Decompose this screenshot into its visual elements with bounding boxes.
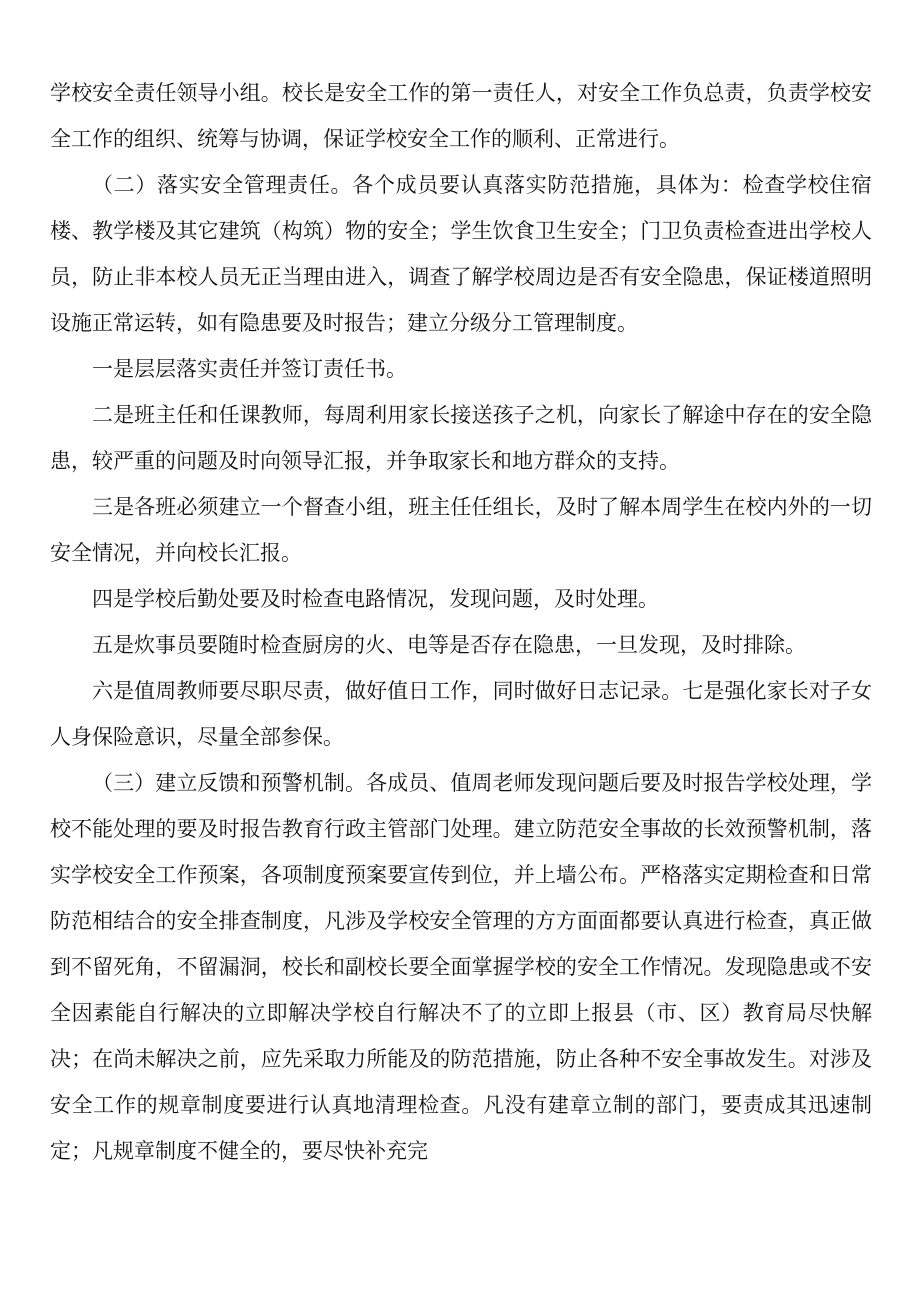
paragraph-5: 三是各班必须建立一个督查小组，班主任任组长，及时了解本周学生在校内外的一切安全情况，并向校长汇报。: [50, 495, 872, 565]
paragraph-2: （二）落实安全管理责任。各个成员要认真落实防范措施，具体为：检查学校住宿楼、教学楼及其它建筑（构筑）物的安全；学生饮食卫生安全；门卫负责检查进出学校人员，防止非本校人员无正当理由进入，调查了解学校周边是否有安全隐患，保证楼道照明设施正常运转，如有隐患要及时报告；建立分级分工管理制度。: [50, 173, 872, 335]
paragraph-1: 学校安全责任领导小组。校长是安全工作的第一责任人，对安全工作负总责，负责学校安全工作的组织、统筹与协调，保证学校安全工作的顺利、正常进行。: [50, 81, 872, 151]
paragraph-6: 四是学校后勤处要及时检查电路情况，发现问题，及时处理。: [92, 587, 659, 611]
paragraph-7: 五是炊事员要随时检查厨房的火、电等是否存在隐患，一旦发现，及时排除。: [92, 633, 806, 657]
paragraph-8: 六是值周教师要尽职尽责，做好值日工作，同时做好日志记录。七是强化家长对子女人身保险意识，尽量全部参保。: [50, 679, 872, 749]
paragraph-9: （三）建立反馈和预警机制。各成员、值周老师发现问题后要及时报告学校处理，学校不能处理的要及时报告教育行政主管部门处理。建立防范安全事故的长效预警机制，落实学校安全工作预案，各项制度预案要宣传到位，并上墙公布。严格落实定期检查和日常防范相结合的安全排查制度，凡涉及学校安全管理的方方面面都要认真进行检查，真正做到不留死角，不留漏洞，校长和副校长要全面掌握学校的安全工作情况。发现隐患或不安全因素能自行解决的立即解决学校自行解决不了的立即上报县（市、区）教育局尽快解决；在尚未解决之前，应先采取力所能及的防范措施，防止各种不安全事故发生。对涉及安全工作的规章制度要进行认真地清理检查。凡没有建章立制的部门，要责成其迅速制定；凡规章制度不健全的，要尽快补充完: [50, 771, 872, 1163]
paragraph-3: 一是层层落实责任并签订责任书。: [92, 357, 407, 381]
paragraph-4: 二是班主任和任课教师，每周利用家长接送孩子之机，向家长了解途中存在的安全隐患，较严重的问题及时向领导汇报，并争取家长和地方群众的支持。: [50, 403, 872, 473]
